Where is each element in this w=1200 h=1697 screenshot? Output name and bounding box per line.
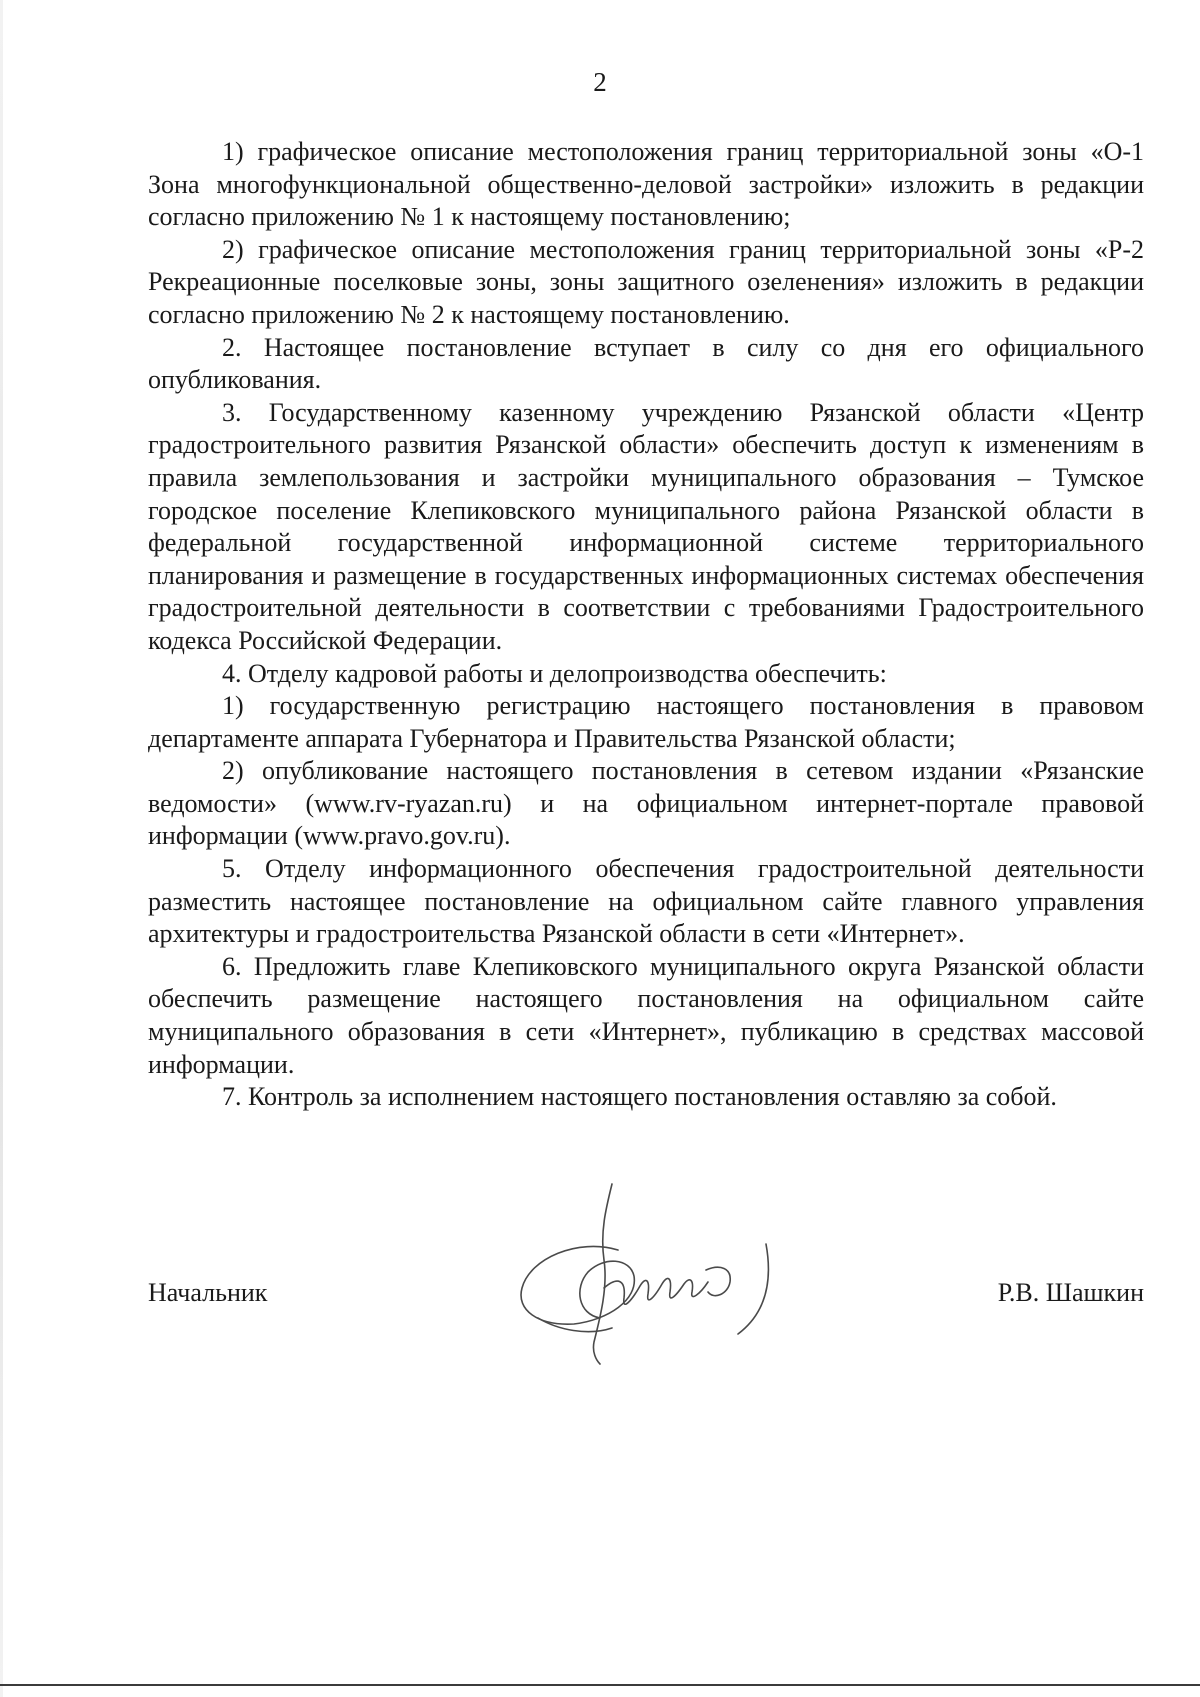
scan-edge-left — [0, 0, 3, 1697]
paragraph-4-hr-department: 4. Отделу кадровой работы и делопроизводства обеспечить: — [222, 658, 887, 688]
paragraph-2-entry-into-force: 2. Настоящее постановление вступает в силу со дня его официального опубликования. — [148, 332, 1144, 395]
paragraph-3-access-provision: 3. Государственному казенному учреждению Рязанской области «Центр градостроительного развития Рязанской области» обеспечить доступ к изменениям в правила землепользования и застройки муниципального образования – Тумское городское поселение Клепиковского муниципального района Рязанской области в федеральной государственной информационной системе территориального планирования и размещение в государственных информационных системах обеспечения градостроительной деятельности в соответствии с требованиями Градостроительного кодекса Российской Федерации. — [148, 397, 1144, 655]
page-number: 2 — [593, 67, 607, 97]
document-body — [148, 136, 1144, 1114]
signature-block — [148, 1277, 1144, 1317]
signatory-position: Начальник — [148, 1278, 268, 1307]
paragraph-item-1-graphic-description-o1: 1) графическое описание местоположения границ территориальной зоны «О-1 Зона многофункциональной общественно-деловой застройки» изложить в редакции согласно приложению № 1 к настоящему постановлению; — [148, 137, 1144, 232]
paragraph-6-municipal-head: 6. Предложить главе Клепиковского муниципального округа Рязанской области обеспечить размещение настоящего постановления на официальном сайте муниципального образования в сети «Интернет», публикацию в средствах массовой информации. — [148, 951, 1144, 1079]
paragraph-item-2-graphic-description-r2: 2) графическое описание местоположения границ территориальной зоны «Р-2 Рекреационные поселковые зоны, зоны защитного озеленения» изложить в редакции согласно приложению № 2 к настоящему постановлению. — [148, 234, 1144, 329]
scan-edge-bottom — [0, 1684, 1200, 1686]
handwritten-signature — [508, 1168, 848, 1368]
paragraph-4-item-1-registration: 1) государственную регистрацию настоящего постановления в правовом департаменте аппарата Губернатора и Правительства Рязанской области; — [148, 691, 1144, 753]
signatory-name: Р.В. Шашкин — [997, 1278, 1144, 1307]
paragraph-5-website-posting: 5. Отделу информационного обеспечения градостроительной деятельности разместить настоящее постановление на официальном сайте главного управления архитектуры и градостроительства Рязанской области в сети «Интернет». — [148, 854, 1144, 949]
paragraph-7-control: 7. Контроль за исполнением настоящего постановления оставляю за собой. — [222, 1082, 1057, 1112]
paragraph-4-item-2-publication: 2) опубликование настоящего постановления в сетевом издании «Рязанские ведомости» (www.rv-ryazan.ru) и на официальном интернет-портале правовой информации (www.pravo.gov.ru). — [148, 756, 1144, 851]
